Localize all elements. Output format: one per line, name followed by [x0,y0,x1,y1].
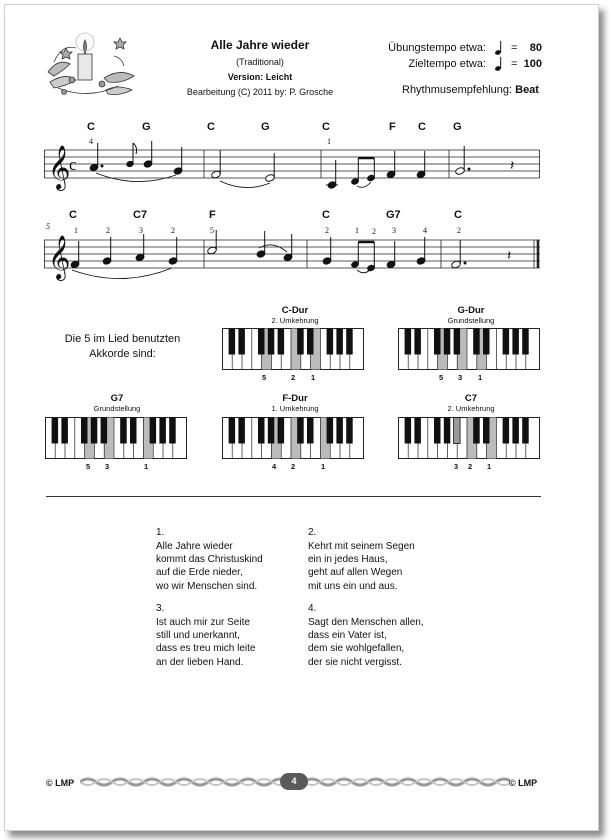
fingering-number: 3 [139,226,143,235]
finger-number: 2 [468,462,473,471]
fingering-number: 2 [372,227,376,236]
keyboard-chord-name: C7 [464,393,478,404]
fingering-number: 4 [89,137,93,146]
section-divider [46,496,541,497]
chord-symbol: G [453,121,462,133]
keyboard-inversion: 1. Umkehrung [271,404,319,413]
target-tempo-value: 100 [523,58,542,70]
treble-clef-icon: 𝄞 [48,145,71,189]
fingering-number: 1 [327,137,331,146]
christmas-candle-icon [44,32,139,100]
chord-symbol: C [87,121,95,133]
practice-tempo-equals: = [511,42,518,54]
chord-symbol: G7 [386,209,401,221]
piano-keyboard-c-dur [222,328,365,371]
quarter-note-icon [495,40,503,56]
svg-text:c: c [69,155,77,174]
keyboard-inversion: Grundstellung [447,316,495,325]
treble-clef-icon: 𝄞 [48,235,71,279]
keyboard-inversion: 2. Umkehrung [271,316,319,325]
piano-keyboard-c7 [398,417,541,460]
verse-number: 2. [308,527,317,538]
practice-tempo-label: Übungstempo etwa: [388,42,486,54]
quarter-note-icon [495,56,503,72]
finger-number: 2 [291,462,296,471]
keyboard-inversion: Grundstellung [93,404,141,413]
finger-number: 5 [439,373,444,382]
fingering-number: 2 [325,226,329,235]
chord-symbol: C [454,209,462,221]
chords-intro-text: Die 5 im Lied benutzten Akkorde sind: [64,333,181,360]
finger-number: 1 [311,373,316,382]
piano-keyboard-f-dur [222,417,365,460]
song-version: Version: Leicht [227,72,293,82]
finger-number: 3 [458,373,463,382]
staff-system-1 [44,140,544,198]
chord-symbol: C [69,209,77,221]
finger-number: 5 [262,373,267,382]
chord-symbol: C [207,121,215,133]
staff-system-2 [44,230,544,285]
chord-symbol: G [261,121,270,133]
song-origin: (Traditional) [236,57,284,67]
verse-number: 4. [308,603,317,614]
fingering-number: 5 [210,226,214,235]
song-title: Alle Jahre wieder [210,38,310,52]
quarter-rest-icon: 𝄽 [510,158,515,174]
rhythm-value: Beat [515,84,539,96]
fingering-number: 2 [171,226,175,235]
finger-number: 1 [487,462,492,471]
fingering-number: 1 [74,226,78,235]
verse-lines: Alle Jahre wieder kommt das Christuskind auf die Erde nieder, wo wir Menschen sind. [156,541,263,592]
keyboard-chord-name: G7 [110,393,124,404]
chord-symbol: C [418,121,426,133]
footer-copyright-right: © LMP [509,778,538,788]
quarter-rest-icon: 𝄽 [507,248,512,264]
finger-number: 1 [321,462,326,471]
finger-number: 3 [105,462,110,471]
footer-copyright-left: © LMP [46,778,75,788]
fingering-number: 1 [355,226,359,235]
finger-number: 1 [478,373,483,382]
keyboard-chord-name: F-Dur [282,393,308,404]
target-tempo-label: Zieltempo etwa: [408,58,486,70]
measure-number: 5 [46,222,50,231]
practice-tempo-value: 80 [529,42,542,54]
finger-number: 2 [291,373,296,382]
finger-number: 5 [86,462,91,471]
page-number-badge: 4 [280,773,308,790]
chord-symbol: C7 [133,209,148,221]
finger-number: 1 [144,462,149,471]
chord-symbol: F [389,121,396,133]
rhythm-recommendation [402,84,539,96]
verse-lines: Ist auch mir zur Seite still und unerkannt, dass es treu mich leite an der lieben Hand. [156,617,256,668]
verse-lines: Kehrt mit seinem Segen ein in jedes Haus, geht auf allen Wegen mit uns ein und aus. [308,541,415,592]
target-tempo-equals: = [511,58,518,70]
rhythm-label: Rhythmusempfehlung: [402,84,513,96]
piano-keyboard-g7 [45,417,188,460]
finger-number: 4 [272,462,277,471]
piano-keyboard-g-dur [398,328,541,371]
arrangement-credit: Bearbeitung (C) 2011 by: P. Grosche [186,87,334,97]
keyboard-inversion: 2. Umkehrung [447,404,495,413]
verse-number: 3. [156,603,165,614]
fingering-number: 2 [106,226,110,235]
fingering-number: 3 [392,226,396,235]
verse-number: 1. [156,527,165,538]
keyboard-chord-name: G-Dur [457,305,485,316]
chord-symbol: C [322,209,330,221]
finger-number: 3 [454,462,459,471]
chord-symbol: C [322,121,330,133]
chord-symbol: F [209,209,216,221]
verse-lines: Sagt den Menschen allen, dass ein Vater ist, dem sie wohlgefallen, der sie nicht vergisst. [308,617,424,668]
keyboard-chord-name: C-Dur [281,305,309,316]
fingering-number: 4 [423,226,427,235]
chord-symbol: G [142,121,151,133]
fingering-number: 2 [457,226,461,235]
